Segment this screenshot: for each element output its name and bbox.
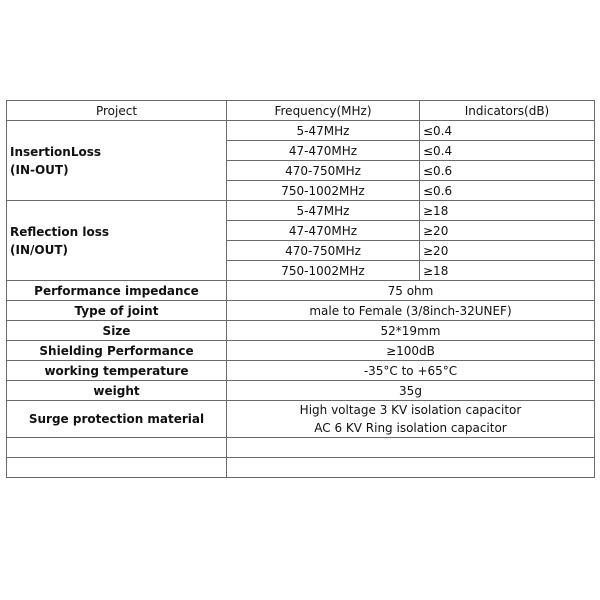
frequency-cell: 750-1002MHz [227, 261, 420, 281]
spec-value-size: 52*19mm [227, 321, 595, 341]
table-row [7, 361, 595, 381]
table-header-row [7, 101, 595, 121]
empty-cell [7, 458, 227, 478]
surge-line-2: AC 6 KV Ring isolation capacitor [314, 421, 507, 435]
indicator-cell: ≤0.6 [420, 181, 595, 201]
empty-cell [7, 438, 227, 458]
empty-row [7, 458, 595, 478]
spec-value-impedance: 75 ohm [227, 281, 595, 301]
insertion-loss-label-line1: InsertionLoss [10, 144, 102, 159]
spec-value-weight: 35g [227, 381, 595, 401]
spec-label-joint: Type of joint [7, 301, 227, 321]
specification-table [6, 100, 595, 478]
frequency-cell: 47-470MHz [227, 141, 420, 161]
frequency-cell: 5-47MHz [227, 201, 420, 221]
spec-value-joint: male to Female (3/8inch-32UNEF) [227, 301, 595, 321]
spec-value-shielding: ≥100dB [227, 341, 595, 361]
indicator-cell: ≤0.4 [420, 121, 595, 141]
frequency-cell: 47-470MHz [227, 221, 420, 241]
surge-line-1: High voltage 3 KV isolation capacitor [299, 403, 522, 417]
header-project: Project [7, 101, 227, 121]
empty-row [7, 438, 595, 458]
table-row [7, 201, 595, 221]
spec-label-shielding: Shielding Performance [7, 341, 227, 361]
table-row [7, 281, 595, 301]
frequency-cell: 470-750MHz [227, 241, 420, 261]
frequency-cell: 5-47MHz [227, 121, 420, 141]
insertion-loss-label-line2: (IN-OUT) [10, 162, 69, 177]
empty-cell [227, 438, 595, 458]
frequency-cell: 750-1002MHz [227, 181, 420, 201]
indicator-cell: ≥20 [420, 241, 595, 261]
table-row [7, 321, 595, 341]
spec-value-surge [227, 401, 595, 438]
indicator-cell: ≥20 [420, 221, 595, 241]
table-row [7, 401, 595, 438]
empty-cell [227, 458, 595, 478]
reflection-loss-label-line1: Reflection loss [10, 224, 109, 239]
indicator-cell: ≥18 [420, 201, 595, 221]
table-row [7, 381, 595, 401]
table-row [7, 121, 595, 141]
indicator-cell: ≥18 [420, 261, 595, 281]
frequency-cell: 470-750MHz [227, 161, 420, 181]
insertion-loss-label [7, 121, 227, 201]
header-frequency: Frequency(MHz) [227, 101, 420, 121]
spec-label-weight: weight [7, 381, 227, 401]
spec-label-size: Size [7, 321, 227, 341]
indicator-cell: ≤0.4 [420, 141, 595, 161]
spec-label-impedance: Performance impedance [7, 281, 227, 301]
table-row [7, 301, 595, 321]
table-row [7, 341, 595, 361]
header-indicators: Indicators(dB) [420, 101, 595, 121]
indicator-cell: ≤0.6 [420, 161, 595, 181]
spec-value-temperature: -35°C to +65°C [227, 361, 595, 381]
reflection-loss-label [7, 201, 227, 281]
spec-label-surge: Surge protection material [7, 401, 227, 438]
spec-label-temperature: working temperature [7, 361, 227, 381]
reflection-loss-label-line2: (IN/OUT) [10, 242, 68, 257]
